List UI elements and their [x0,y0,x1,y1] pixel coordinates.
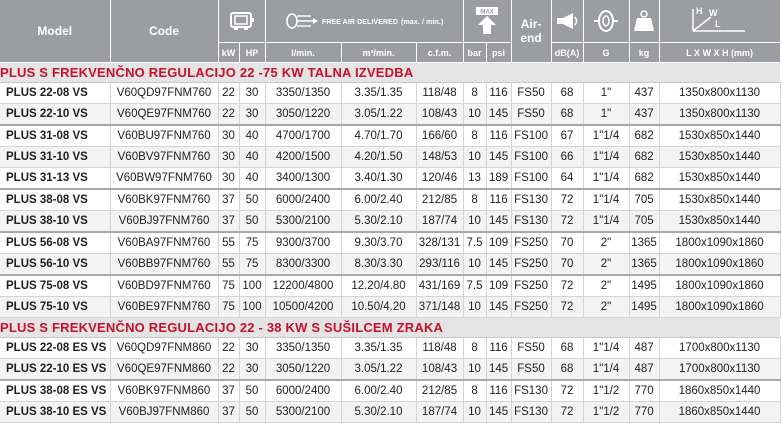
table-cell: 1530x850x1440 [659,147,780,168]
table-cell: 145 [486,359,511,381]
table-cell: V60BW97FNM760 [110,168,218,190]
table-cell: 166/60 [416,125,463,147]
table-cell: 145 [486,297,511,318]
table-cell: 50 [239,211,265,233]
table-cell: 72 [551,380,583,402]
unit-g: G [583,43,629,63]
motor-header [218,0,265,43]
table-cell: FS50 [511,104,551,126]
table-cell: 72 [551,402,583,423]
table-cell: PLUS 31-10 VS [0,147,110,168]
table-cell: 50 [239,402,265,423]
col-airend: Air-end [511,0,551,63]
table-cell: 437 [629,104,659,126]
table-cell: PLUS 56-10 VS [0,254,110,276]
table-cell: 145 [486,402,511,423]
table-cell: 1530x850x1440 [659,168,780,190]
table-cell: 6000/2400 [265,380,341,402]
table-cell: FS250 [511,254,551,276]
table-cell: FS250 [511,297,551,318]
col-model: Model [0,0,110,63]
table-cell: PLUS 75-10 VS [0,297,110,318]
table-cell: 8 [463,380,486,402]
table-cell: 10 [463,297,486,318]
table-cell: 1860x850x1440 [659,380,780,402]
table-cell: 437 [629,83,659,104]
table-cell: 371/148 [416,297,463,318]
table-cell: 1700x800x1130 [659,338,780,359]
noise-header [551,0,583,43]
unit-m3min: m³/min. [341,43,416,63]
table-cell: 1"1/4 [583,125,629,147]
table-cell: 30 [239,338,265,359]
table-row [0,254,780,276]
table-row [0,104,780,126]
table-cell: 3.05/1.22 [341,359,416,381]
table-cell: FS50 [511,83,551,104]
table-cell: 1800x1090x1860 [659,275,780,297]
table-cell: 212/85 [416,380,463,402]
table-cell: 10 [463,104,486,126]
table-cell: 8300/3300 [265,254,341,276]
table-cell: 109 [486,232,511,254]
pipe-connection-icon [593,9,619,33]
table-cell: 1"1/4 [583,168,629,190]
table-cell: 6.00/2.40 [341,189,416,211]
table-cell: PLUS 38-08 ES VS [0,380,110,402]
table-cell: 120/46 [416,168,463,190]
table-cell: PLUS 75-08 VS [0,275,110,297]
table-cell: 22 [218,359,239,381]
table-cell: 1860x850x1440 [659,402,780,423]
table-cell: 2" [583,275,629,297]
table-cell: 148/53 [416,147,463,168]
table-cell: 108/43 [416,104,463,126]
unit-dba: dB(A) [551,43,583,63]
unit-psi: psi [486,43,511,63]
table-cell: 2" [583,232,629,254]
table-cell: 75 [239,254,265,276]
table-cell: 770 [629,380,659,402]
table-cell: 100 [239,297,265,318]
table-cell: 40 [239,125,265,147]
table-cell: 1495 [629,275,659,297]
table-cell: 22 [218,338,239,359]
table-cell: 30 [239,83,265,104]
table-cell: 50 [239,189,265,211]
dim-letter-h: H [695,7,703,16]
table-cell: 682 [629,168,659,190]
table-cell: 13 [463,168,486,190]
table-cell: V60BK97FNM760 [110,189,218,211]
table-cell: 118/48 [416,338,463,359]
table-cell: 1800x1090x1860 [659,254,780,276]
table-row [0,83,780,104]
table-cell: FS130 [511,402,551,423]
table-cell: 705 [629,189,659,211]
table-cell: 10 [463,359,486,381]
table-cell: FS250 [511,232,551,254]
table-cell: V60QD97FNM860 [110,338,218,359]
table-cell: 3350/1350 [265,338,341,359]
table-cell: V60BE97FNM760 [110,297,218,318]
table-cell: V60BV97FNM760 [110,147,218,168]
connection-header [583,0,629,43]
table-cell: 293/116 [416,254,463,276]
section-header [0,63,780,83]
table-cell: 7.5 [463,232,486,254]
table-cell: 1"1/4 [583,189,629,211]
table-cell: 770 [629,402,659,423]
dim-letter-l: L [714,19,721,29]
table-row [0,338,780,359]
table-cell: 22 [218,83,239,104]
table-cell: 4200/1500 [265,147,341,168]
table-row [0,275,780,297]
table-cell: FS100 [511,125,551,147]
table-cell: 1"1/4 [583,147,629,168]
table-cell: 1700x800x1130 [659,359,780,381]
table-cell: PLUS 31-08 VS [0,125,110,147]
unit-dims: L X W X H (mm) [659,43,780,63]
table-cell: V60BB97FNM760 [110,254,218,276]
table-cell: 1800x1090x1860 [659,297,780,318]
table-cell: 3050/1220 [265,104,341,126]
table-row [0,297,780,318]
table-cell: 1"1/2 [583,402,629,423]
table-cell: 75 [218,297,239,318]
table-cell: 12.20/4.80 [341,275,416,297]
table-cell: FS100 [511,147,551,168]
table-cell: 118/48 [416,83,463,104]
pressure-header [463,0,511,43]
table-cell: 72 [551,189,583,211]
table-cell: V60BK97FNM860 [110,380,218,402]
unit-lmin: l/min. [265,43,341,63]
unit-hp: HP [239,43,265,63]
table-cell: 6.00/2.40 [341,380,416,402]
section-title: PLUS S FREKVENČNO REGULACIJO 22 - 38 KW S SUŠILCEM ZRAKA [0,318,780,338]
table-cell: 7.5 [463,275,486,297]
table-cell: 3.35/1.35 [341,83,416,104]
table-row [0,125,780,147]
dim-letter-w: W [708,8,718,18]
table-cell: FS250 [511,275,551,297]
table-cell: V60QE97FNM760 [110,104,218,126]
table-cell: 3.05/1.22 [341,104,416,126]
table-cell: 5300/2100 [265,211,341,233]
table-cell: FS130 [511,380,551,402]
table-cell: 66 [551,147,583,168]
table-cell: 12200/4800 [265,275,341,297]
table-cell: 68 [551,83,583,104]
max-label: MAX [480,9,494,16]
table-cell: FS100 [511,168,551,190]
dimensions-icon [685,7,755,35]
table-cell: 1350x800x1130 [659,83,780,104]
table-cell: 431/169 [416,275,463,297]
table-cell: V60BD97FNM760 [110,275,218,297]
col-code: Code [110,0,218,63]
table-cell: 68 [551,359,583,381]
table-cell: 30 [218,125,239,147]
table-cell: 1" [583,83,629,104]
table-cell: 70 [551,232,583,254]
table-cell: 1350x800x1130 [659,104,780,126]
table-cell: FS130 [511,211,551,233]
table-cell: 10 [463,402,486,423]
table-cell: 40 [239,168,265,190]
unit-bar: bar [463,43,486,63]
table-cell: 2" [583,297,629,318]
table-cell: 67 [551,125,583,147]
table-cell: 8 [463,83,486,104]
weight-icon [633,10,655,32]
table-cell: PLUS 22-08 ES VS [0,338,110,359]
table-cell: 8 [463,338,486,359]
dimensions-header [659,0,780,43]
table-cell: 37 [218,380,239,402]
table-cell: 145 [486,254,511,276]
table-cell: 3.35/1.35 [341,338,416,359]
horn-icon [554,11,580,31]
table-cell: PLUS 31-13 VS [0,168,110,190]
unit-kg: kg [629,43,659,63]
free-air-label: FREE AIR DELIVERED [321,18,399,26]
table-cell: 30 [239,359,265,381]
table-cell: PLUS 38-10 VS [0,211,110,233]
table-cell: 64 [551,168,583,190]
table-cell: 22 [218,104,239,126]
table-cell: 212/85 [416,189,463,211]
table-cell: 328/131 [416,232,463,254]
table-cell: 68 [551,338,583,359]
table-cell: V60BJ97FNM860 [110,402,218,423]
table-cell: 75 [218,275,239,297]
table-row [0,402,780,423]
table-cell: 100 [239,275,265,297]
table-cell: 55 [218,232,239,254]
table-cell: 3400/1300 [265,168,341,190]
table-cell: 682 [629,147,659,168]
table-cell: 145 [486,211,511,233]
table-cell: 1495 [629,297,659,318]
table-cell: V60QD97FNM760 [110,83,218,104]
table-cell: 1530x850x1440 [659,125,780,147]
table-cell: 1" [583,104,629,126]
table-cell: 9.30/3.70 [341,232,416,254]
table-cell: 3.40/1.30 [341,168,416,190]
table-cell: V60BJ97FNM760 [110,211,218,233]
table-cell: 187/74 [416,211,463,233]
table-cell: 145 [486,147,511,168]
table-cell: 8.30/3.30 [341,254,416,276]
table-cell: 37 [218,402,239,423]
table-cell: 1"1/4 [583,211,629,233]
table-cell: 116 [486,338,511,359]
table-cell: 37 [218,211,239,233]
table-cell: 10 [463,211,486,233]
max-pressure-icon [472,6,502,36]
table-cell: PLUS 38-08 VS [0,189,110,211]
table-cell: 108/43 [416,359,463,381]
table-row [0,168,780,190]
table-cell: 116 [486,83,511,104]
fan-icon [285,12,319,30]
table-cell: 9300/3700 [265,232,341,254]
table-row [0,232,780,254]
free-air-unit: (max. / min.) [401,18,444,26]
table-cell: V60BA97FNM760 [110,232,218,254]
table-cell: 10.50/4.20 [341,297,416,318]
unit-kw: kW [218,43,239,63]
table-cell: 116 [486,189,511,211]
table-cell: 1365 [629,232,659,254]
unit-cfm: c.f.m. [416,43,463,63]
table-cell: 3350/1350 [265,83,341,104]
table-cell: 68 [551,104,583,126]
table-cell: 72 [551,211,583,233]
table-cell: 4700/1700 [265,125,341,147]
table-cell: 3050/1220 [265,359,341,381]
table-cell: 1"1/4 [583,359,629,381]
table-cell: 70 [551,254,583,276]
table-cell: 116 [486,125,511,147]
table-cell: 30 [218,147,239,168]
section-header [0,318,780,338]
table-cell: 1"1/4 [583,338,629,359]
table-cell: 1530x850x1440 [659,211,780,233]
table-cell: 30 [218,168,239,190]
free-air-header [265,0,463,43]
table-cell: 8 [463,125,486,147]
table-cell: 187/74 [416,402,463,423]
table-cell: 10 [463,147,486,168]
table-row [0,189,780,211]
table-row [0,211,780,233]
table-cell: 116 [486,380,511,402]
table-cell: 50 [239,380,265,402]
table-cell: 37 [218,189,239,211]
table-cell: 30 [239,104,265,126]
table-cell: PLUS 22-10 VS [0,104,110,126]
table-cell: PLUS 22-10 ES VS [0,359,110,381]
table-cell: 487 [629,359,659,381]
table-row [0,380,780,402]
table-cell: 75 [239,232,265,254]
table-cell: 8 [463,189,486,211]
table-cell: 40 [239,147,265,168]
table-body [0,63,780,423]
table-cell: 1365 [629,254,659,276]
table-row [0,147,780,168]
table-cell: 5300/2100 [265,402,341,423]
table-cell: 682 [629,125,659,147]
table-cell: 55 [218,254,239,276]
table-cell: 5.30/2.10 [341,211,416,233]
table-cell: FS50 [511,338,551,359]
table-cell: 4.70/1.70 [341,125,416,147]
table-cell: PLUS 38-10 ES VS [0,402,110,423]
table-cell: PLUS 56-08 VS [0,232,110,254]
weight-header [629,0,659,43]
table-row [0,359,780,381]
table-cell: 705 [629,211,659,233]
table-cell: 10500/4200 [265,297,341,318]
table-cell: 1530x850x1440 [659,189,780,211]
table-cell: 2" [583,254,629,276]
table-cell: 72 [551,297,583,318]
table-cell: 189 [486,168,511,190]
table-cell: FS130 [511,189,551,211]
table-cell: 109 [486,275,511,297]
table-cell: PLUS 22-08 VS [0,83,110,104]
table-cell: 10 [463,254,486,276]
table-cell: V60BU97FNM760 [110,125,218,147]
motor-icon [229,11,255,31]
table-cell: 5.30/2.10 [341,402,416,423]
table-cell: FS50 [511,359,551,381]
table-cell: V60QE97FNM860 [110,359,218,381]
table-cell: 4.20/1.50 [341,147,416,168]
table-cell: 72 [551,275,583,297]
table-cell: 1800x1090x1860 [659,232,780,254]
table-cell: 145 [486,104,511,126]
table-cell: 6000/2400 [265,189,341,211]
section-title: PLUS S FREKVENČNO REGULACIJO 22 -75 KW TALNA IZVEDBA [0,63,780,83]
table-cell: 1"1/2 [583,380,629,402]
table-cell: 487 [629,338,659,359]
